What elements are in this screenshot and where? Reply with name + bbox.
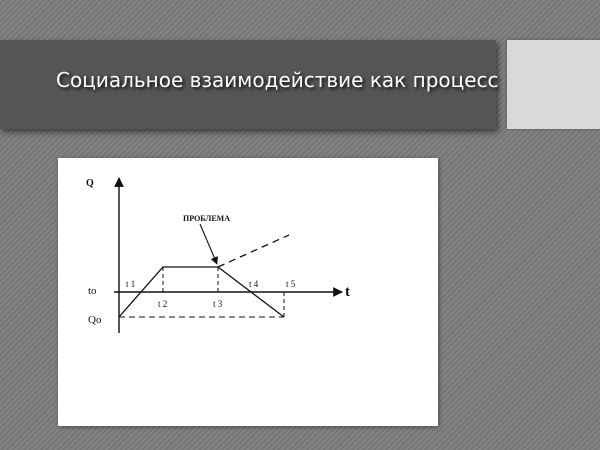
t1-label: t 1 [126,279,136,289]
t3-label: t 3 [213,299,223,309]
t5-label: t 5 [286,279,296,289]
growth-continuation [218,235,289,267]
t2-label: t 2 [158,299,168,309]
level-qo-label: Qo [88,314,102,326]
level-to-label: to [88,285,97,297]
x-axis-label: t [345,284,350,300]
problem-label: ПРОБЛЕМА [183,214,230,223]
t4-label: t 4 [249,279,259,289]
diagram-figure [58,158,438,426]
y-axis-label: Q [86,178,94,189]
slide-title: Социальное взаимодействие как процесс [56,68,499,92]
title-band [0,40,499,129]
problem-pointer [200,224,217,264]
process-diagram [58,158,438,426]
corner-placeholder-box [507,40,600,129]
